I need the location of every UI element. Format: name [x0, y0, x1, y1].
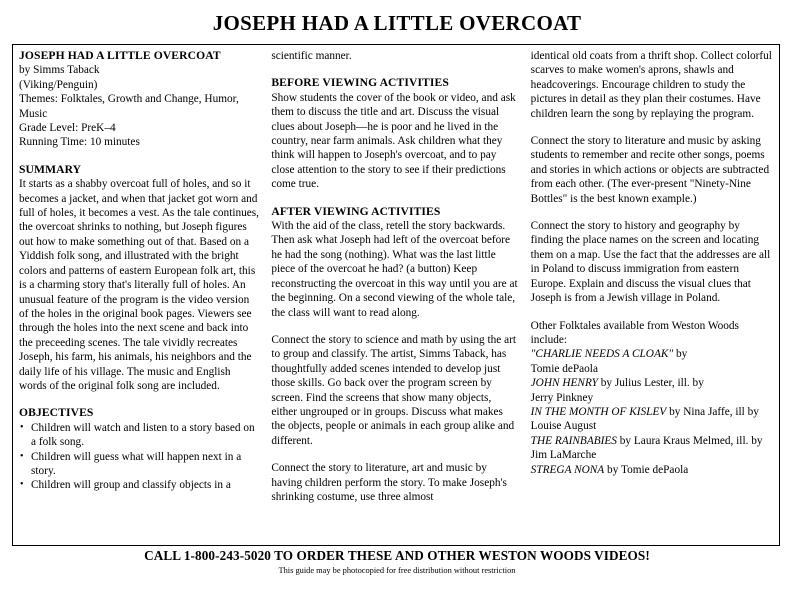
order-phone-line: CALL 1-800-243-5020 TO ORDER THESE AND OTHER WESTON WOODS VIDEOS! — [144, 548, 650, 563]
before-viewing-heading: BEFORE VIEWING ACTIVITIES — [271, 76, 449, 90]
list-item: • Children will guess what will happen next in a story. — [19, 450, 259, 479]
book-credit: by Julius Lester, ill. by — [597, 377, 704, 390]
three-column-layout — [19, 49, 774, 541]
spacer — [271, 448, 518, 461]
after-viewing-heading: AFTER VIEWING ACTIVITIES — [271, 204, 441, 218]
column-two — [271, 49, 530, 504]
book-title: IN THE MONTH OF KISLEV — [530, 405, 667, 418]
book-title: "CHARLIE NEEDS A CLOAK" — [530, 348, 674, 361]
list-item: • Children will group and classify objects in a — [19, 478, 259, 492]
history-geography-paragraph: Connect the story to history and geography by finding the place names on the screen and locating them on a map. Use the fact that the addresses are all in Poland to discuss immigration from eastern Europe. Explain and discuss the visual clues that Joseph is from a Jewish village in Poland. — [530, 220, 771, 305]
running-time-line: Running Time: 10 minutes — [19, 136, 140, 149]
spacer — [271, 192, 518, 205]
list-item — [531, 376, 774, 390]
guide-content-box — [12, 44, 780, 546]
page-title: JOSEPH HAD A LITTLE OVERCOAT — [212, 11, 582, 35]
book-credit: by — [673, 348, 688, 361]
grade-level-line: Grade Level: PreK–4 — [19, 122, 116, 135]
science-math-paragraph: Connect the story to science and math by using the art to group and classify. The artist, Simms Taback, has thoughtfully added scenes intended to develop just those skills. Go back over the program screen by screen. Find the screens that show many objects, either ungrouped or in groups. Discuss what makes the objects, people or animals in each group alike and different. — [271, 333, 517, 447]
list-item — [531, 434, 774, 448]
program-title-heading: JOSEPH HAD A LITTLE OVERCOAT — [19, 49, 221, 62]
summary-paragraph: It starts as a shabby overcoat full of holes, and so it becomes a jacket, and when that jacket got worn and full of holes, it becomes a vest. As the tale continues, the overcoat shrinks to nothing, but Joseph figures out how to make something out of that. Based on a Yiddish folk song, and illustrated with the bright colors and patterns of eastern European folk art, this is a charming story that's literally full of holes. An unusual feature of the program is the video version of the holes in the original book pages. Viewers see through the holes into the next scene and back into the preceeding scenes. The tale vividly recreates Joseph, his farm, his animals, his neighbors and the daily life of his village. The music and English words of the original folk song are included. — [19, 178, 260, 392]
themes-line: Themes: Folktales, Growth and Change, Humor, Music — [19, 93, 239, 120]
book-credit-continuation: Louise August — [530, 420, 597, 433]
book-credit: by Laura Kraus Melmed, ill. by — [616, 434, 763, 447]
other-folktales-list — [531, 319, 774, 477]
book-credit: by Tomie dePaola — [604, 463, 689, 476]
column-one — [19, 49, 271, 493]
book-title: THE RAINBABIES — [530, 434, 617, 447]
before-viewing-paragraph: Show students the cover of the book or video, and ask them to discuss the title and art. Discuss the visual clues about Joseph—he is poor and he lived in the country, near farm animals. Ask children what they think will happen to Joseph's overcoat, and to pay close attention to the story to see if their predictions come true. — [271, 91, 516, 191]
spacer — [271, 320, 518, 333]
book-credit-continuation: Jim LaMarche — [530, 449, 597, 462]
book-title: JOHN HENRY — [530, 377, 598, 390]
spacer — [19, 150, 259, 163]
list-item: • Children will watch and listen to a story based on a folk song. — [19, 421, 259, 450]
spacer — [19, 393, 259, 406]
summary-heading: SUMMARY — [19, 162, 82, 176]
column-three — [531, 49, 774, 477]
spacer — [531, 306, 774, 319]
publisher-line: (Viking/Penguin) — [19, 78, 98, 91]
costume-continuation-paragraph: identical old coats from a thrift shop. Collect colorful scarves to make women's aprons, shawls and headcoverings. Encourage children to study the pictures in detail as they plan their costumes. Have children learn the song by replaying the program. — [530, 50, 772, 120]
page-footer — [0, 548, 794, 577]
photocopy-notice: This guide may be photocopied for free distribution without restriction — [278, 566, 516, 575]
folktales-intro-line-1: Other Folktales available from Weston Woods — [530, 319, 739, 332]
list-item — [531, 347, 774, 361]
spacer — [531, 206, 774, 219]
after-viewing-paragraph: With the aid of the class, retell the story backwards. Then ask what Joseph had left of the overcoat before he had the song (nothing). What was the last little piece of the overcoat he had? (a button) Keep reconstructing the overcoat in this way until you are at the beginning. On a second viewing of the whole tale, the class will want to read along. — [271, 220, 518, 319]
spacer — [531, 121, 774, 134]
objective-continuation: scientific manner. — [271, 50, 352, 62]
literature-art-music-paragraph: Connect the story to literature, art and music by having children perform the story. To make Joseph's shrinking costume, use three almost — [271, 462, 507, 503]
book-credit-continuation: Tomie dePaola — [530, 362, 598, 375]
book-credit-continuation: Jerry Pinkney — [530, 391, 594, 404]
book-credit: by Nina Jaffe, ill by — [666, 405, 759, 418]
folktales-intro-line-2: include: — [530, 333, 568, 346]
objectives-heading: OBJECTIVES — [19, 406, 94, 420]
literature-music-paragraph: Connect the story to literature and music by asking students to remember and recite other songs, poems and stories in which actions or objects are subtracted from each other. (The ever-present "Ninety-Nine Bottles" is the best known example.) — [530, 135, 770, 205]
author-line: by Simms Taback — [19, 64, 100, 77]
list-item — [531, 405, 774, 419]
book-title: STREGA NONA — [530, 463, 605, 476]
objectives-list — [19, 421, 259, 493]
spacer — [271, 63, 518, 76]
list-item — [531, 463, 774, 477]
